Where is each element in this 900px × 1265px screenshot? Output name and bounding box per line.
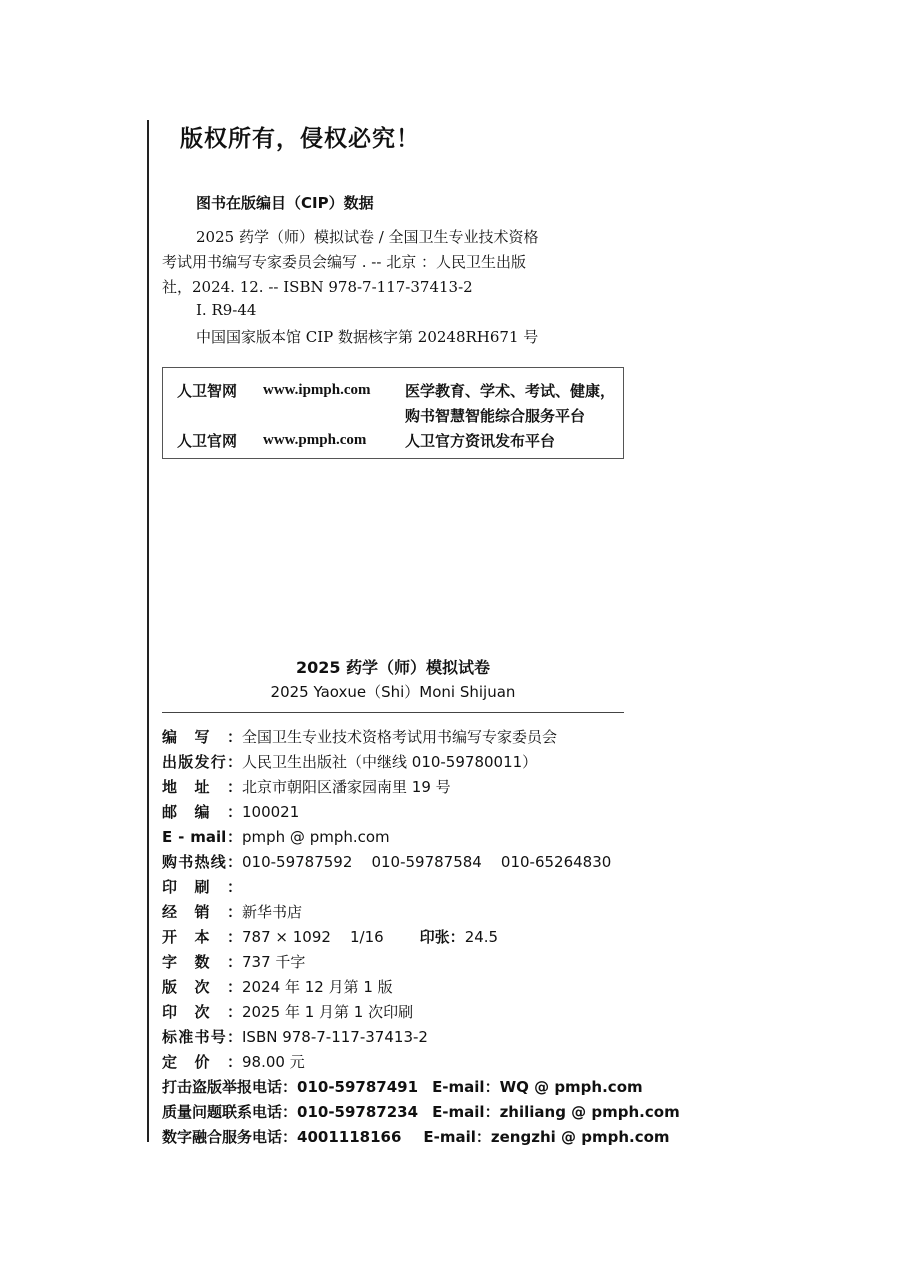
piracy-email-link[interactable]: WQ @ pmph.com xyxy=(499,1078,643,1096)
meta-hotline xyxy=(162,851,611,872)
meta-piracy xyxy=(162,1076,643,1097)
meta-label: 印张： xyxy=(419,928,465,946)
copyright-heading: 版权所有，侵权必究！ xyxy=(180,126,420,152)
meta-format xyxy=(162,926,498,947)
meta-words xyxy=(162,951,305,972)
book-title-pinyin: 2025 Yaoxue（Shi）Moni Shijuan xyxy=(270,683,516,701)
margin-rule xyxy=(147,120,149,1142)
meta-label: 质量问题联系电话： xyxy=(162,1103,298,1121)
pmph-url-link[interactable]: www.pmph.com xyxy=(263,432,367,448)
meta-impression xyxy=(162,1001,413,1022)
meta-label: 数字融合服务电话： xyxy=(162,1128,298,1146)
meta-address xyxy=(162,776,451,797)
meta-value: 737 千字 xyxy=(242,953,306,971)
ipmph-url-wrap xyxy=(263,380,371,399)
meta-value: 98.00 元 xyxy=(242,1053,305,1071)
pmph-desc: 人卫官方资讯发布平台 xyxy=(405,432,556,450)
book-title-cn: 2025 药学（师）模拟试卷 xyxy=(295,658,491,677)
cip-line: Ⅰ. R9-44 xyxy=(196,301,257,319)
ipmph-url-link[interactable]: www.ipmph.com xyxy=(263,382,371,398)
meta-email xyxy=(162,826,390,847)
meta-publisher xyxy=(162,751,537,772)
piracy-phone: 010-59787491 xyxy=(297,1078,419,1096)
meta-price xyxy=(162,1051,305,1072)
meta-value: 全国卫生专业技术资格考试用书编写专家委员会 xyxy=(242,728,558,746)
pmph-label: 人卫官网 xyxy=(177,432,238,450)
meta-label: 编写： xyxy=(162,728,242,746)
meta-value: 人民卫生出版社（中继线 010-59780011） xyxy=(242,753,538,771)
website-info-box xyxy=(162,367,624,459)
ipmph-row xyxy=(177,380,237,401)
meta-label: 购书热线： xyxy=(162,853,242,871)
meta-email-link[interactable]: pmph @ pmph.com xyxy=(242,828,390,846)
digital-phone: 4001118166 xyxy=(297,1128,402,1146)
meta-edition xyxy=(162,976,393,997)
cip-line: 考试用书编写专家委员会编写 . -- 北京 ：人民卫生出版 xyxy=(162,253,526,271)
meta-label: 出版发行： xyxy=(162,753,242,771)
meta-label: 印次： xyxy=(162,1003,242,1021)
meta-label: 邮编： xyxy=(162,803,242,821)
meta-value: 北京市朝阳区潘家园南里 19 号 xyxy=(242,778,451,796)
cip-title: 图书在版编目（CIP）数据 xyxy=(196,194,374,212)
meta-value: 2025 年 1 月第 1 次印刷 xyxy=(242,1003,414,1021)
meta-value: 24.5 xyxy=(464,928,499,946)
ipmph-desc-a: 医学教育、学术、考试、健康， xyxy=(405,382,616,400)
meta-value: 787 × 1092 1/16 xyxy=(242,928,384,946)
meta-print xyxy=(162,876,242,897)
meta-postcode xyxy=(162,801,299,822)
meta-label: 印刷： xyxy=(162,878,242,896)
quality-email-link[interactable]: zhiliang @ pmph.com xyxy=(499,1103,680,1121)
quality-phone: 010-59787234 xyxy=(297,1103,419,1121)
meta-label: E-mail： xyxy=(432,1103,500,1121)
meta-label: 标准书号： xyxy=(162,1028,242,1046)
meta-quality xyxy=(162,1101,680,1122)
pmph-row xyxy=(177,430,237,451)
meta-label: E - mail： xyxy=(162,828,242,846)
meta-value: 010-59787592 010-59787584 010-65264830 xyxy=(242,853,612,871)
meta-label: 地址： xyxy=(162,778,242,796)
meta-distributor xyxy=(162,901,302,922)
meta-value: ISBN 978-7-117-37413-2 xyxy=(242,1028,428,1046)
meta-label: 定价： xyxy=(162,1053,242,1071)
digital-email-link[interactable]: zengzhi @ pmph.com xyxy=(490,1128,670,1146)
meta-label: 版次： xyxy=(162,978,242,996)
meta-isbn xyxy=(162,1026,428,1047)
meta-label: 打击盗版举报电话： xyxy=(162,1078,298,1096)
meta-value: 新华书店 xyxy=(242,903,303,921)
ipmph-desc-b: 购书智慧智能综合服务平台 xyxy=(405,407,586,425)
ipmph-label: 人卫智网 xyxy=(177,382,238,400)
meta-label: 字数： xyxy=(162,953,242,971)
meta-value: 100021 xyxy=(242,803,300,821)
pmph-url-wrap xyxy=(263,430,366,449)
cip-line: 社，2024. 12. -- ISBN 978-7-117-37413-2 xyxy=(162,278,473,296)
cip-line: 2025 药学（师）模拟试卷 / 全国卫生专业技术资格 xyxy=(196,228,539,246)
meta-digital xyxy=(162,1126,670,1147)
meta-value: 2024 年 12 月第 1 版 xyxy=(242,978,393,996)
divider xyxy=(162,712,624,713)
meta-label: E-mail： xyxy=(432,1078,500,1096)
cip-line: 中国国家版本馆 CIP 数据核字第 20248RH671 号 xyxy=(196,328,539,346)
meta-label: 开本： xyxy=(162,928,242,946)
meta-label: 经销： xyxy=(162,903,242,921)
meta-editor xyxy=(162,726,557,747)
meta-label: E-mail： xyxy=(423,1128,491,1146)
